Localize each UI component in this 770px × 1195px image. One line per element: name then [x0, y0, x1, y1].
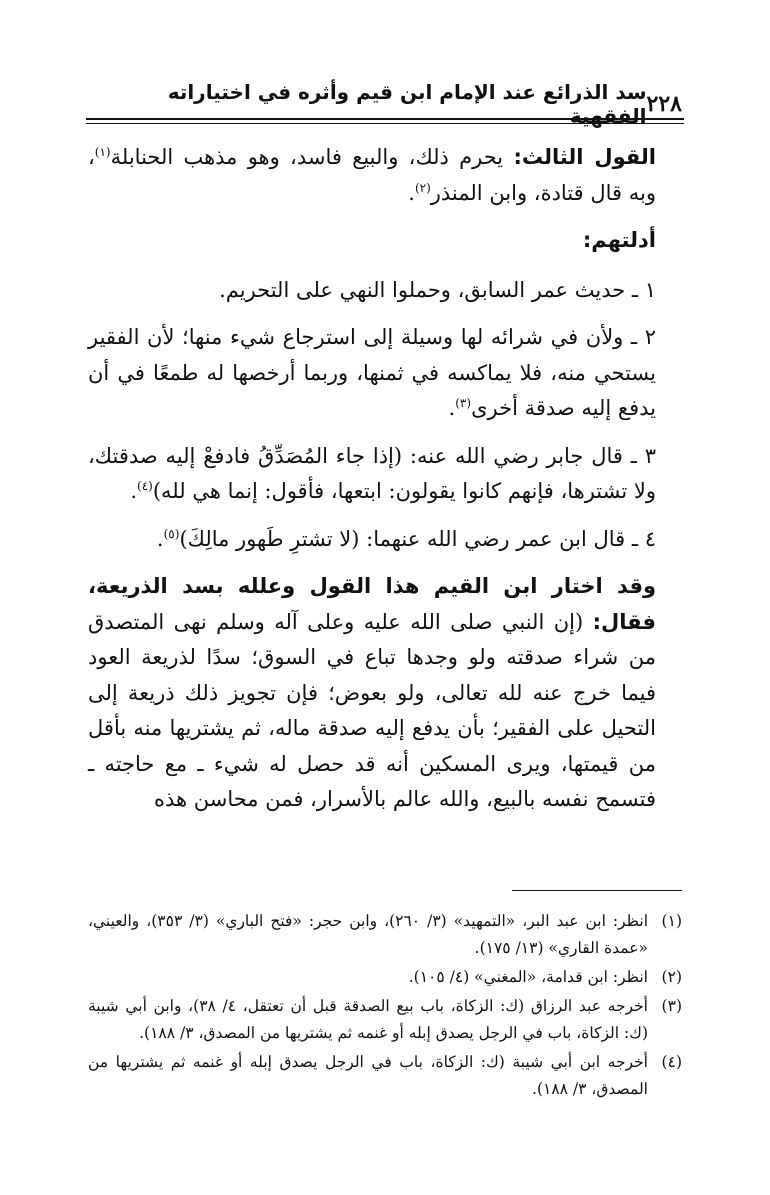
footnote-item [88, 1049, 682, 1103]
footnote-number: (٢) [661, 968, 682, 986]
evidence-item-3 [88, 439, 682, 510]
footnote-text: أخرجه عبد الرزاق (ك: الزكاة، باب بيع الصدقة قبل أن تعتقل، ٤/ ٣٨)، وابن أبي شيبة (ك: الزكاة، باب في الرجل يصدق إبله أو غنمه ثم يشتريها من المصدق، ٣/ ١٨٨). [88, 997, 648, 1042]
footnote-ref: (٥) [163, 526, 180, 541]
paragraph-text: (إن النبي صلى الله عليه وعلى آله وسلم نهى المتصدق من شراء صدقته ولو وجدها تباع في السوق؛ سدًا لذريعة العود فيما خرج عنه لله تعالى، ولو بعوض؛ فإن تجويز ذلك ذريعة إلى التحيل على الفقير؛ بأن يدفع إليه صدقة ماله، ثم يشتريها منه بأقل من قيمتها، ويرى المسكين أنه قد حصل له شيء ـ مع حاجته ـ فتسمح نفسه بالبيع، والله عالم بالأسرار، فمن محاسن هذه [88, 609, 656, 811]
item-text: ٣ ـ قال جابر رضي الله عنه: (إذا جاء المُصَدِّقُ فادفعْ إليه صدقتك، ولا تشترها، فإنهم كانوا يقولون: ابتعها، فأقول: إنما هي لله) [88, 443, 656, 503]
footnote-text: انظر: ابن عبد البر، «التمهيد» (٣/ ٢٦٠)، وابن حجر: «فتح الباري» (٣/ ٣٥٣)، والعيني، «عمدة القاري» (١٣/ ١٧٥). [88, 912, 648, 957]
punctuation: . [130, 479, 138, 503]
footnote-item [88, 993, 682, 1047]
paragraph-third-opinion [88, 140, 682, 211]
header-rule-thin [86, 123, 684, 124]
punctuation: . [408, 180, 415, 205]
footnote-number: (٣) [661, 997, 682, 1015]
evidence-item-4 [88, 522, 682, 558]
footnote-text: انظر: ابن قدامة، «المغني» (٤/ ١٠٥). [408, 968, 648, 986]
footnote-ref: (١) [94, 145, 111, 159]
footnote-text: أخرجه ابن أبي شيبة (ك: الزكاة، باب في الرجل يصدق إبله أو غنمه ثم يشتريها من المصدق، ٣/ ١٨٨). [88, 1053, 648, 1098]
running-title: سد الذرائع عند الإمام ابن قيم وأثره في اختياراته الفقهية [167, 80, 647, 128]
paragraph-ibn-qayyim [88, 569, 682, 818]
footnote-ref: (٤) [137, 479, 153, 493]
punctuation: . [448, 396, 456, 420]
footnote-separator [512, 890, 682, 891]
item-text: ٤ ـ قال ابن عمر رضي الله عنهما: (لا تشترِ طَهور مالِكَ) [179, 526, 656, 551]
evidence-heading: أدلتهم: [582, 228, 656, 252]
paragraph-lead: القول الثالث: [513, 145, 656, 169]
paragraph-lead: وقد اختار ابن القيم هذا القول وعلله بسد الذريعة، فقال: [88, 574, 656, 634]
evidence-item-2 [88, 320, 682, 427]
footnote-number: (٤) [661, 1053, 682, 1071]
evidence-item-1: ١ ـ حديث عمر السابق، وحملوا النهي على التحريم. [219, 277, 656, 302]
footnote-item [88, 908, 682, 962]
page-number: ٢٢٨ [646, 91, 682, 117]
item-text: ٢ ـ ولأن في شرائه لها وسيلة إلى استرجاع شيء منها؛ لأن الفقير يستحي منه، فلا يماكسه في ثمنها، وربما أرخصها له طمعًا في أن يدفع إليه صدقة أخرى [88, 325, 656, 420]
paragraph-text: يحرم ذلك، والبيع فاسد، وهو مذهب الحنابلة [110, 145, 514, 169]
paragraph-text: ، وبه قال قتادة، وابن المنذر [88, 145, 656, 205]
footnote-item [88, 964, 682, 991]
header-rule [86, 118, 684, 120]
main-text [88, 140, 682, 830]
footnote-number: (١) [661, 912, 682, 930]
footnote-ref: (٢) [414, 180, 431, 195]
footnote-ref: (٣) [455, 396, 472, 410]
footnotes [88, 908, 682, 1105]
punctuation: . [156, 526, 164, 551]
